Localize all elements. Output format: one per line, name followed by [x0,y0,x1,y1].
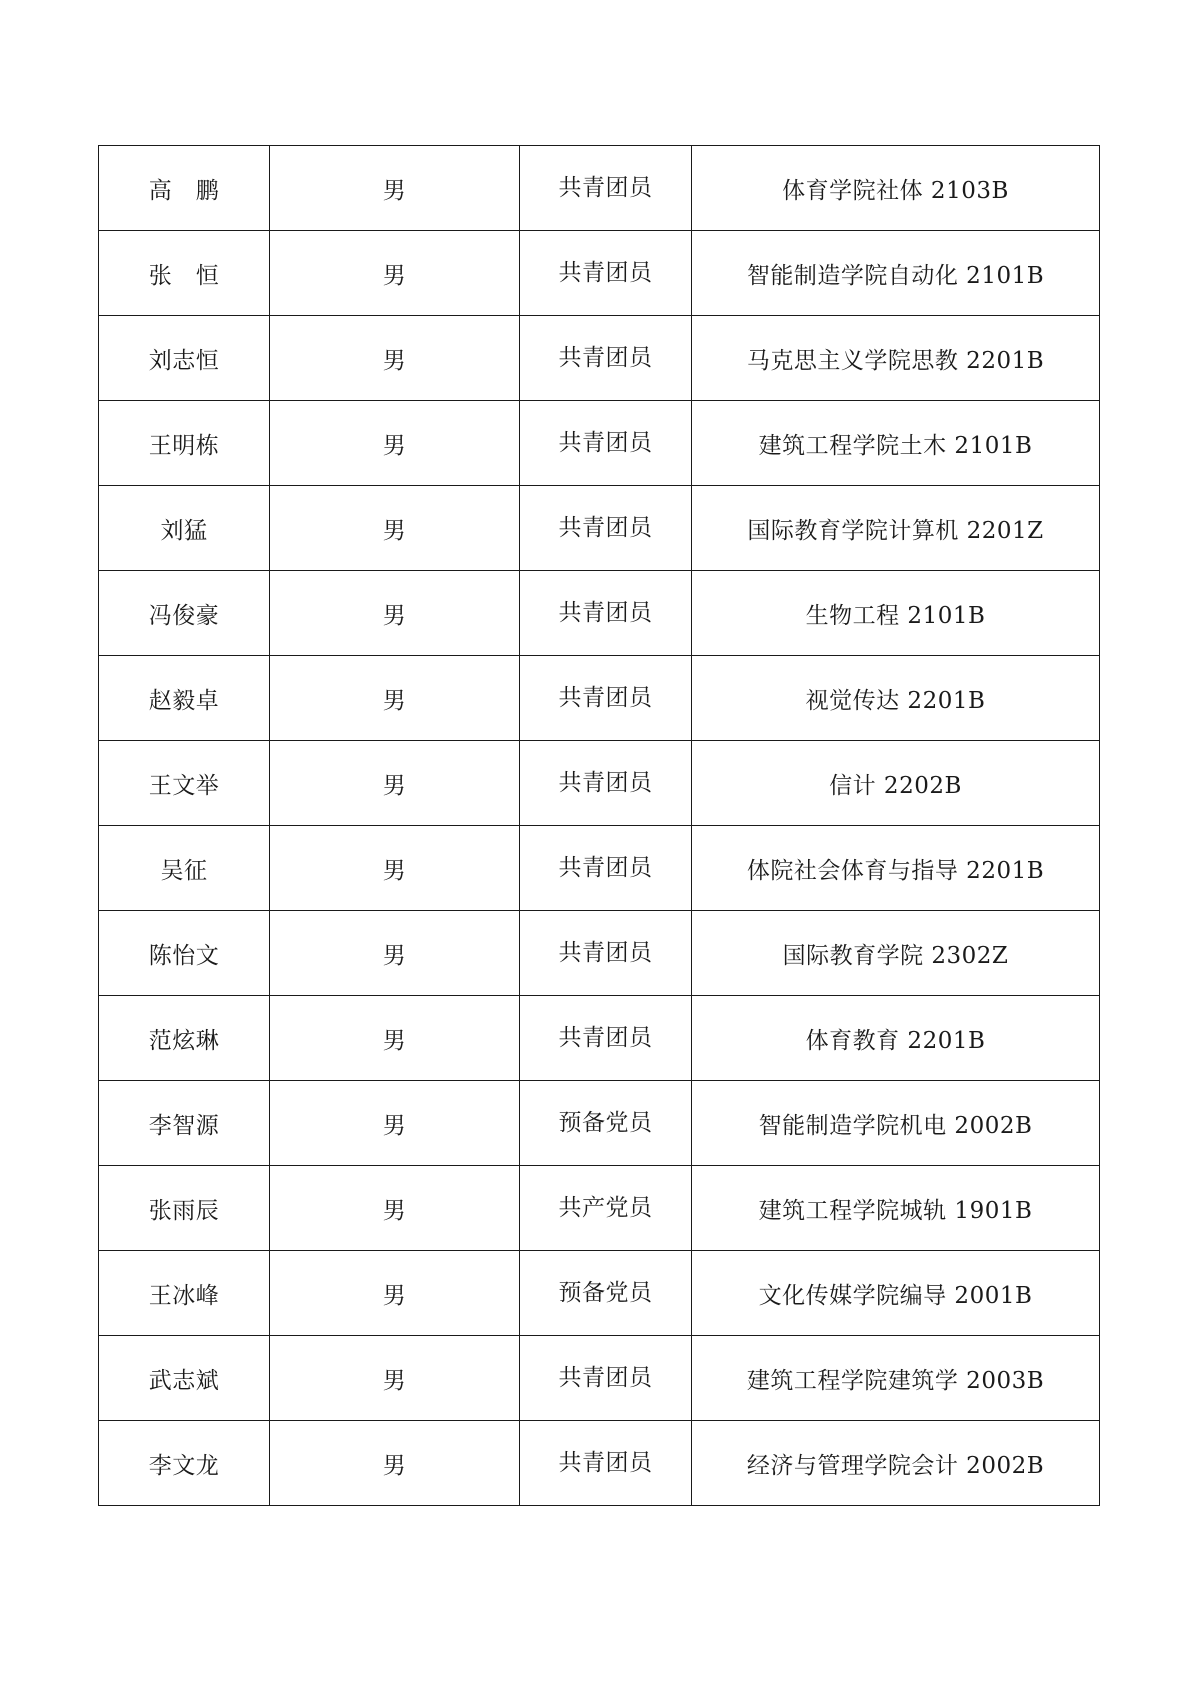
status-cell [520,1081,692,1166]
status-text: 共青团员 [558,174,653,201]
name-cell: 范炫琳 [99,996,270,1081]
class-cell: 体院社会体育与指导 2201B [692,826,1100,911]
name-cell: 王文举 [99,741,270,826]
gender-cell: 男 [270,571,520,656]
status-cell [520,401,692,486]
gender-cell: 男 [270,741,520,826]
class-cell: 信计 2202B [692,741,1100,826]
table-row [99,1251,1100,1336]
gender-cell: 男 [270,316,520,401]
table-row [99,316,1100,401]
status-cell [520,571,692,656]
class-cell: 经济与管理学院会计 2002B [692,1421,1100,1506]
name-cell: 刘猛 [99,486,270,571]
gender-cell: 男 [270,1336,520,1421]
status-cell [520,1421,692,1506]
class-cell: 国际教育学院计算机 2201Z [692,486,1100,571]
status-text: 共青团员 [558,1364,653,1391]
class-cell: 生物工程 2101B [692,571,1100,656]
class-cell: 智能制造学院自动化 2101B [692,231,1100,316]
gender-cell: 男 [270,996,520,1081]
name-cell: 刘志恒 [99,316,270,401]
class-cell: 体育教育 2201B [692,996,1100,1081]
table-row [99,401,1100,486]
name-cell: 吴征 [99,826,270,911]
name-cell: 冯俊豪 [99,571,270,656]
name-cell: 陈怡文 [99,911,270,996]
table-row [99,911,1100,996]
name-cell: 王冰峰 [99,1251,270,1336]
status-text: 共青团员 [558,939,653,966]
name-cell: 李智源 [99,1081,270,1166]
table-row [99,571,1100,656]
class-cell: 文化传媒学院编导 2001B [692,1251,1100,1336]
status-text: 共青团员 [558,429,653,456]
roster-table [98,145,1100,1506]
gender-cell: 男 [270,146,520,231]
status-text: 共青团员 [558,259,653,286]
table-row [99,1081,1100,1166]
table-row [99,741,1100,826]
status-cell [520,231,692,316]
class-cell: 建筑工程学院城轨 1901B [692,1166,1100,1251]
status-text: 共青团员 [558,769,653,796]
gender-cell: 男 [270,401,520,486]
status-cell [520,146,692,231]
status-cell [520,996,692,1081]
table-row [99,826,1100,911]
gender-cell: 男 [270,1251,520,1336]
table-row [99,656,1100,741]
status-text: 共青团员 [558,599,653,626]
status-cell [520,1336,692,1421]
class-cell: 建筑工程学院土木 2101B [692,401,1100,486]
gender-cell: 男 [270,656,520,741]
status-cell [520,741,692,826]
name-cell: 张雨辰 [99,1166,270,1251]
name-cell: 张 恒 [99,231,270,316]
gender-cell: 男 [270,826,520,911]
class-cell: 建筑工程学院建筑学 2003B [692,1336,1100,1421]
class-cell: 视觉传达 2201B [692,656,1100,741]
table-row [99,146,1100,231]
status-cell [520,486,692,571]
status-text: 共青团员 [558,1449,653,1476]
status-cell [520,656,692,741]
table-row [99,1421,1100,1506]
status-text: 共产党员 [558,1194,653,1221]
table-row [99,1336,1100,1421]
roster-body [99,146,1100,1506]
status-text: 共青团员 [558,1024,653,1051]
status-text: 共青团员 [558,344,653,371]
status-text: 共青团员 [558,684,653,711]
status-text: 预备党员 [558,1109,653,1136]
gender-cell: 男 [270,911,520,996]
gender-cell: 男 [270,1421,520,1506]
class-cell: 国际教育学院 2302Z [692,911,1100,996]
status-text: 预备党员 [558,1279,653,1306]
name-cell: 李文龙 [99,1421,270,1506]
status-cell [520,1251,692,1336]
status-text: 共青团员 [558,854,653,881]
class-cell: 智能制造学院机电 2002B [692,1081,1100,1166]
gender-cell: 男 [270,1166,520,1251]
name-cell: 赵毅卓 [99,656,270,741]
table-row [99,486,1100,571]
class-cell: 体育学院社体 2103B [692,146,1100,231]
status-text: 共青团员 [558,514,653,541]
gender-cell: 男 [270,1081,520,1166]
status-cell [520,826,692,911]
name-cell: 王明栋 [99,401,270,486]
table-row [99,996,1100,1081]
table-row [99,1166,1100,1251]
table-row [99,231,1100,316]
class-cell: 马克思主义学院思教 2201B [692,316,1100,401]
gender-cell: 男 [270,231,520,316]
name-cell: 武志斌 [99,1336,270,1421]
status-cell [520,911,692,996]
name-cell: 高 鹏 [99,146,270,231]
gender-cell: 男 [270,486,520,571]
status-cell [520,316,692,401]
status-cell [520,1166,692,1251]
